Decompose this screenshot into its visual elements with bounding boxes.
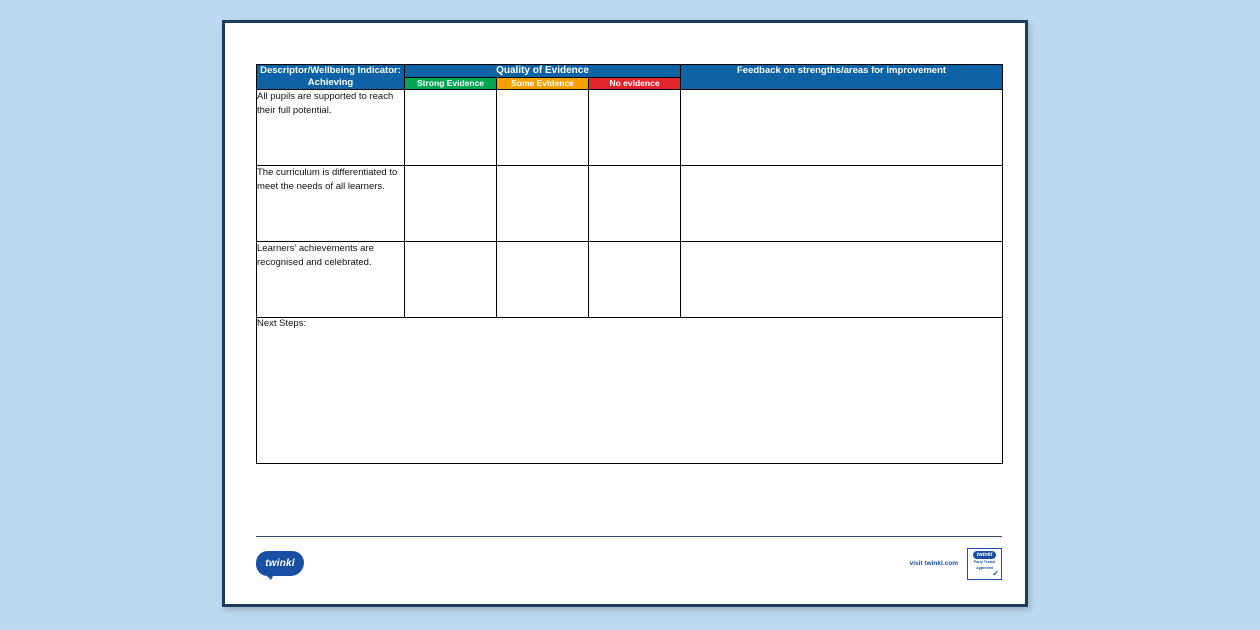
next-steps-row — [257, 317, 1003, 463]
header-some-evidence: Some Evidence — [497, 77, 589, 89]
header-no-evidence: No evidence — [589, 77, 681, 89]
header-strong-evidence: Strong Evidence — [405, 77, 497, 89]
evaluation-table — [256, 64, 1003, 464]
no-evidence-cell[interactable] — [589, 165, 681, 241]
descriptor-cell: Learners’ achievements are recognised and celebrated. — [257, 241, 405, 317]
evaluation-sheet — [256, 64, 1002, 514]
badge-line-2: Approved — [976, 565, 993, 570]
strong-evidence-cell[interactable] — [405, 89, 497, 165]
table-row — [257, 165, 1003, 241]
header-feedback: Feedback on strengths/areas for improvement — [681, 65, 1003, 90]
twinkl-badge — [967, 548, 1002, 580]
table-row — [257, 241, 1003, 317]
badge-logo-text: twinkl — [973, 551, 997, 559]
document-page — [222, 20, 1028, 607]
badge-line-1: Party Tested — [973, 560, 996, 565]
feedback-cell[interactable] — [681, 89, 1003, 165]
twinkl-logo: twinkl — [256, 551, 304, 576]
strong-evidence-cell[interactable] — [405, 241, 497, 317]
footer-divider — [256, 536, 1002, 537]
strong-evidence-cell[interactable] — [405, 165, 497, 241]
header-descriptor: Descriptor/Wellbeing Indicator: Achieving — [257, 65, 405, 90]
visit-twinkl-link[interactable]: visit twinkl.com — [909, 560, 958, 567]
no-evidence-cell[interactable] — [589, 241, 681, 317]
header-quality-of-evidence: Quality of Evidence — [405, 65, 681, 78]
table-row — [257, 89, 1003, 165]
next-steps-cell[interactable]: Next Steps: — [257, 317, 1003, 463]
feedback-cell[interactable] — [681, 165, 1003, 241]
descriptor-cell: The curriculum is differentiated to meet the needs of all learners. — [257, 165, 405, 241]
some-evidence-cell[interactable] — [497, 89, 589, 165]
some-evidence-cell[interactable] — [497, 241, 589, 317]
no-evidence-cell[interactable] — [589, 89, 681, 165]
table-header-row-1 — [257, 65, 1003, 78]
feedback-cell[interactable] — [681, 241, 1003, 317]
page-footer — [256, 545, 1002, 585]
descriptor-cell: All pupils are supported to reach their full potential. — [257, 89, 405, 165]
check-icon: ✓ — [992, 569, 999, 578]
some-evidence-cell[interactable] — [497, 165, 589, 241]
